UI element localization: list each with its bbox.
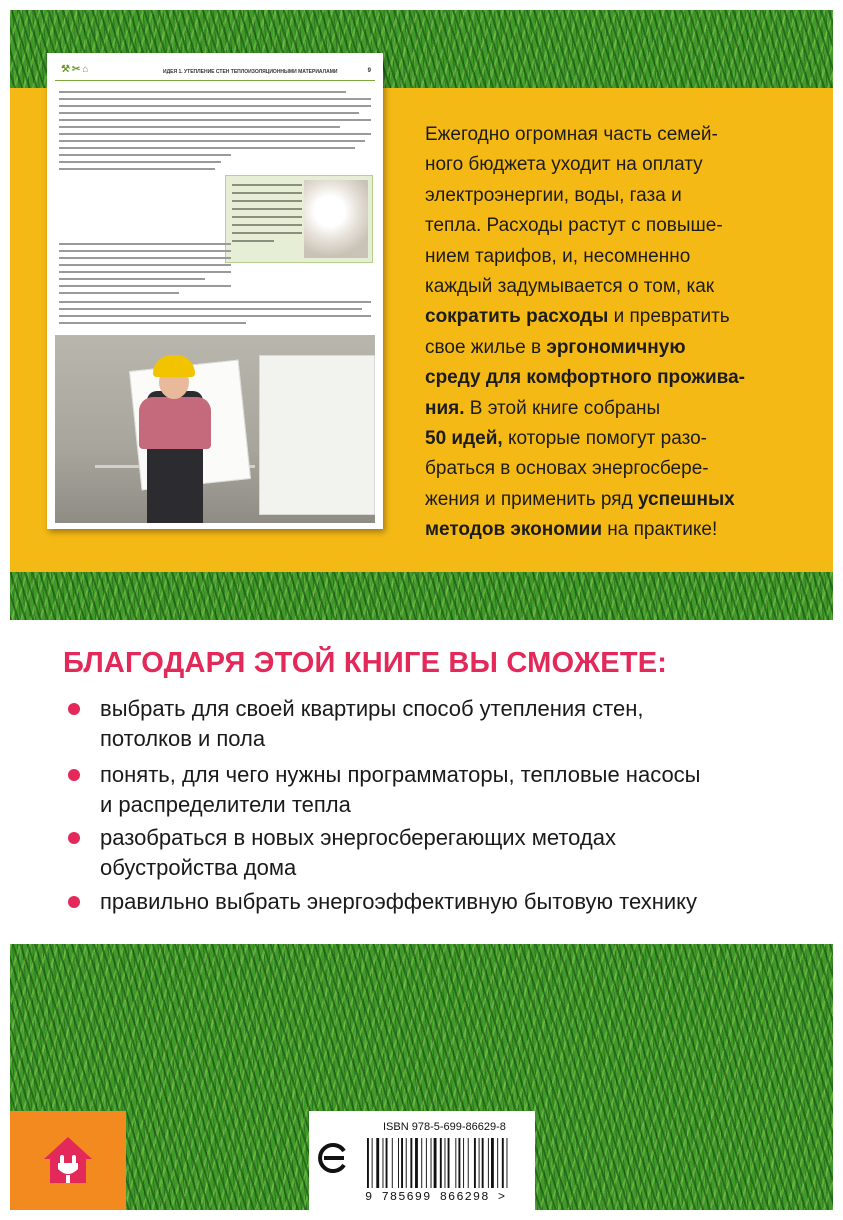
preview-text-block — [59, 91, 371, 175]
barcode-bar — [383, 1138, 384, 1188]
description-text: и превратить — [608, 306, 730, 328]
barcode-digits: 9 785699 866298 > — [365, 1190, 507, 1204]
tool-icons: ⚒✂⌂ — [61, 64, 91, 75]
barcode-bar — [497, 1138, 498, 1188]
benefit-line: понять, для чего нужны программаторы, тепловые насосы — [100, 762, 701, 787]
benefit-line: обустройства дома — [100, 855, 297, 880]
barcode-bar — [421, 1138, 422, 1188]
description-text: каждый задумывается о том, как — [425, 276, 715, 298]
barcode-bar — [458, 1138, 460, 1188]
description-text: свое жилье в — [425, 336, 547, 358]
description-text: тепла. Расходы растут с повыше- — [425, 215, 723, 237]
description-bold-text: эргономичную — [546, 336, 686, 358]
bullet-dot — [68, 896, 80, 908]
description-line — [425, 424, 805, 454]
preview-text-block-wide — [59, 301, 371, 329]
description-text: браться в основах энергосбере- — [425, 458, 709, 480]
isbn-text: ISBN 978-5-699-86629-8 — [383, 1121, 506, 1133]
description-line — [425, 485, 805, 515]
description-line — [425, 272, 805, 302]
preview-text-block-left — [59, 243, 231, 299]
barcode-bar — [448, 1138, 450, 1188]
barcode-bar — [479, 1138, 480, 1188]
barcode-bar — [507, 1138, 508, 1188]
benefits-heading: БЛАГОДАРЯ ЭТОЙ КНИГЕ ВЫ СМОЖЕТЕ: — [63, 647, 668, 679]
barcode-bar — [401, 1138, 403, 1188]
barcode-bar — [482, 1138, 484, 1188]
bullet-dot — [68, 703, 80, 715]
description-text: на практике! — [602, 519, 718, 541]
description-text: В этой книге собраны — [464, 397, 661, 419]
barcode-area — [309, 1111, 535, 1210]
eksmo-logo-icon — [317, 1141, 349, 1175]
description-bold-text: методов экономии — [425, 519, 603, 541]
benefit-line: и распределители тепла — [100, 792, 351, 817]
barcode-bar — [376, 1138, 379, 1188]
description-text: Ежегодно огромная часть семей- — [425, 124, 718, 145]
description-text: электроэнергии, воды, газа и — [425, 184, 682, 206]
description-line — [425, 454, 805, 484]
barcode-bar — [468, 1138, 469, 1188]
lightbulb-image — [304, 180, 368, 258]
description-line — [425, 181, 805, 211]
barcode-bar — [372, 1138, 373, 1188]
description-text: жения и применить ряд — [425, 488, 638, 510]
description-bold-text: сократить расходы — [425, 306, 609, 328]
barcode-bar — [491, 1138, 494, 1188]
barcode-bar — [445, 1138, 446, 1188]
barcode-bar — [410, 1138, 412, 1188]
benefit-line: выбрать для своей квартиры способ утепления стен, — [100, 696, 644, 721]
bullet-dot — [68, 832, 80, 844]
barcode-bar — [474, 1138, 476, 1188]
description-line — [425, 363, 805, 393]
barcode-bars — [367, 1138, 527, 1188]
description-line — [425, 302, 805, 332]
barcode-bar — [392, 1138, 393, 1188]
description-bold-text: среду для комфортного прожива- — [425, 367, 745, 389]
barcode-bar — [415, 1138, 418, 1188]
description-text: нием тарифов, и, несомненно — [425, 245, 691, 267]
description-bold-text: 50 идей, — [425, 428, 503, 450]
benefit-line: разобраться в новых энергосберегающих методах — [100, 825, 616, 850]
description-line — [425, 333, 805, 363]
house-plug-icon — [40, 1133, 96, 1189]
description-bold-text: успешных — [637, 488, 735, 510]
book-description — [425, 120, 805, 546]
description-text: которые помогут разо- — [502, 428, 707, 450]
description-line — [425, 120, 805, 150]
description-line — [425, 394, 805, 424]
description-bold-text: ния. — [425, 397, 465, 419]
insulation-worker-photo — [55, 335, 375, 523]
barcode-bar — [455, 1138, 456, 1188]
barcode-bar — [398, 1138, 399, 1188]
description-line — [425, 150, 805, 180]
benefit-line: потолков и пола — [100, 726, 266, 751]
preview-header — [55, 63, 375, 81]
preview-page-number: 9 — [367, 68, 371, 74]
description-line — [425, 211, 805, 241]
description-text: ного бюджета уходит на оплату — [425, 154, 703, 176]
publisher-badge — [10, 1111, 126, 1210]
barcode-bar — [426, 1138, 427, 1188]
barcode-bar — [431, 1138, 432, 1188]
barcode-bar — [488, 1138, 489, 1188]
barcode-bar — [434, 1138, 437, 1188]
description-line — [425, 515, 805, 545]
description-line — [425, 242, 805, 272]
barcode-bar — [406, 1138, 407, 1188]
barcode-bar — [367, 1138, 369, 1188]
barcode-bar — [386, 1138, 388, 1188]
preview-callout-box — [225, 175, 373, 263]
preview-header-title: ИДЕЯ 1. УТЕПЛЕНИЕ СТЕН ТЕПЛОИЗОЛЯЦИОННЫМИ МАТЕРИАЛАМИ — [163, 69, 338, 75]
benefit-line: правильно выбрать энергоэффективную бытовую технику — [100, 889, 698, 914]
barcode-bar — [502, 1138, 504, 1188]
book-page-preview — [47, 53, 383, 529]
barcode-bar — [440, 1138, 442, 1188]
barcode-bar — [463, 1138, 464, 1188]
bullet-dot — [68, 769, 80, 781]
